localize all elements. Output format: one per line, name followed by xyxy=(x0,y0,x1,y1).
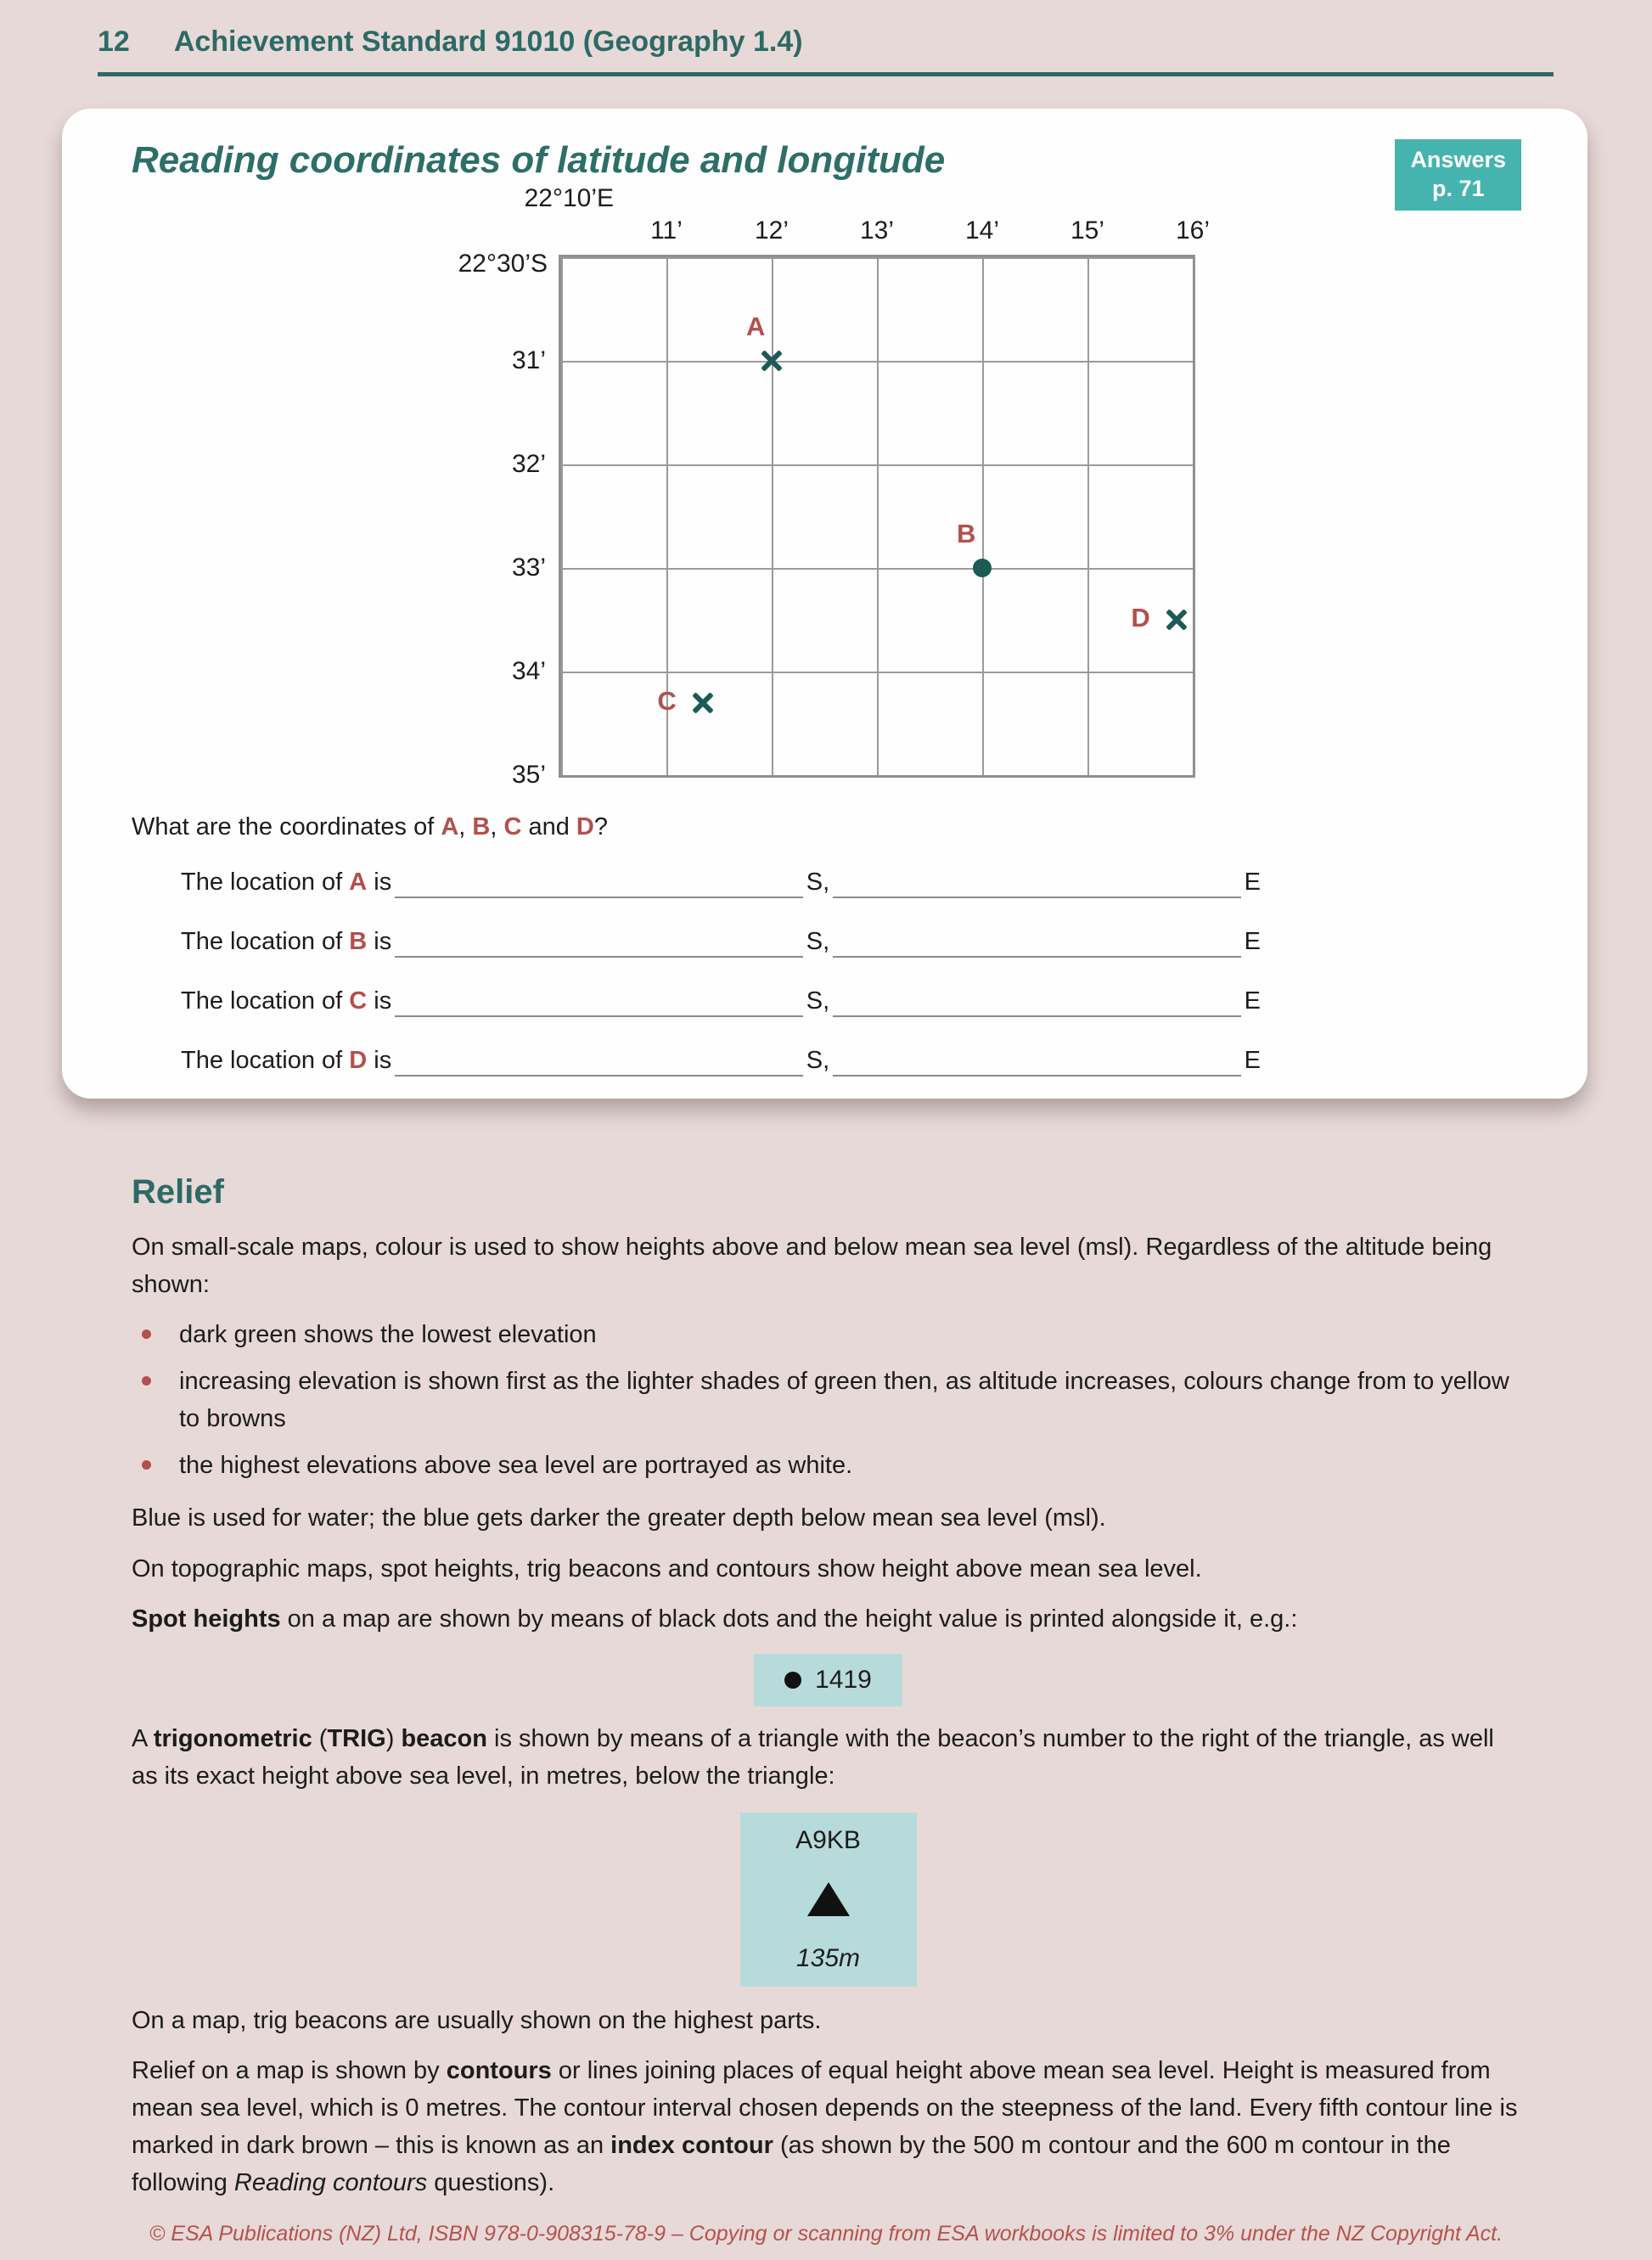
cross-marker-icon xyxy=(759,348,784,374)
relief-heading: Relief xyxy=(132,1173,224,1211)
location-row-letter: D xyxy=(349,1047,368,1074)
location-row-prefix: The location of A is xyxy=(181,869,392,896)
spot-heights-paragraph: Spot heights on a map are shown by means of black dots and the height value is printed alongside it, e.g.: xyxy=(132,1605,1298,1633)
point-label-A: A xyxy=(746,312,766,341)
answers-badge xyxy=(1395,139,1521,211)
longitude-answer-blank-D[interactable] xyxy=(833,1046,1241,1077)
east-unit-label: E xyxy=(1244,928,1261,955)
grid-latitude-origin-label: 22°30’S xyxy=(458,250,548,278)
relief-bullet-list xyxy=(132,1316,1525,1484)
beacon-example-wrap xyxy=(132,1807,1525,2002)
beacon-height: 135m xyxy=(795,1943,861,1972)
trig-beacon-example-box xyxy=(740,1813,917,1987)
location-row-B xyxy=(181,919,1261,958)
answer-rows xyxy=(181,859,1261,1097)
location-row-prefix: The location of C is xyxy=(181,987,392,1015)
south-unit-label: S, xyxy=(806,869,830,896)
grid-row-label: 34’ xyxy=(511,657,546,685)
answers-badge-line1: Answers xyxy=(1410,147,1506,172)
point-label-B: B xyxy=(957,519,976,548)
trig-highest-paragraph: On a map, trig beacons are usually shown on the highest parts. xyxy=(132,2006,822,2034)
spot-example-wrap xyxy=(132,1650,1525,1720)
grid-col-label: 16’ xyxy=(1175,216,1211,245)
relief-topographic-paragraph: On topographic maps, spot heights, trig beacons and contours show height above mean sea level. xyxy=(132,1554,1202,1583)
answers-badge-line2: p. 71 xyxy=(1431,175,1485,201)
location-row-letter: B xyxy=(349,928,368,955)
location-row-A xyxy=(181,859,1261,898)
grid-col-label: 15’ xyxy=(1070,216,1105,245)
question-text: What are the coordinates of A, B, C and D? xyxy=(132,813,609,840)
beacon-code: A9KB xyxy=(795,1825,861,1854)
activity-card xyxy=(62,109,1587,1099)
contours-paragraph: Relief on a map is shown by contours or lines joining places of equal height above mean sea level. Height is measured from mean sea level, which is 0 metres. The contour interval chosen depends on the steepness of the land. Every fifth contour line is marked in dark brown – this is known as an index contour (as shown by the 500 m contour and the 600 m contour in the following Reading contours questions). xyxy=(132,2056,1518,2197)
longitude-answer-blank-B[interactable] xyxy=(833,927,1241,958)
latitude-answer-blank-A[interactable] xyxy=(395,868,803,898)
point-label-D: D xyxy=(1131,603,1150,632)
header-divider xyxy=(98,72,1554,76)
latitude-answer-blank-C[interactable] xyxy=(395,987,803,1017)
grid-row-label: 31’ xyxy=(511,346,546,374)
south-unit-label: S, xyxy=(806,928,830,955)
coordinate-grid xyxy=(458,184,1211,789)
cross-marker-icon xyxy=(1164,607,1189,632)
latitude-answer-blank-B[interactable] xyxy=(395,927,803,958)
footer-copyright: © ESA Publications (NZ) Ltd, ISBN 978-0-908315-78-9 – Copying or scanning from ESA workbooks is limited to 3% under the NZ Copyright Act. xyxy=(149,2222,1503,2246)
longitude-answer-blank-A[interactable] xyxy=(833,868,1241,898)
grid-col-label: 14’ xyxy=(964,216,1000,245)
spot-height-dot-icon xyxy=(784,1672,801,1689)
spot-height-example-box xyxy=(754,1654,902,1706)
trig-beacon-paragraph: A trigonometric (TRIG) beacon is shown by means of a triangle with the beacon’s number to the right of the triangle, as well as its exact height above sea level, in metres, below the triangle: xyxy=(132,1724,1494,1790)
header-title: Achievement Standard 91010 (Geography 1.4) xyxy=(173,25,803,58)
grid-col-label: 13’ xyxy=(859,216,895,245)
activity-title: Reading coordinates of latitude and longitude xyxy=(132,139,946,181)
relief-intro: On small-scale maps, colour is used to show heights above and below mean sea level (msl). Regardless of the altitude being shown: xyxy=(132,1234,1492,1299)
location-row-prefix: The location of B is xyxy=(181,928,392,955)
grid-row-label: 32’ xyxy=(511,450,546,478)
relief-blue-paragraph: Blue is used for water; the blue gets darker the greater depth below mean sea level (msl). xyxy=(132,1504,1106,1532)
page-header xyxy=(0,0,1652,59)
latitude-answer-blank-D[interactable] xyxy=(395,1046,803,1077)
location-row-D xyxy=(181,1037,1261,1077)
relief-bullet-3: the highest elevations above sea level are portrayed as white. xyxy=(132,1447,1525,1484)
longitude-answer-blank-C[interactable] xyxy=(833,987,1241,1017)
relief-bullet-1: dark green shows the lowest elevation xyxy=(132,1316,1525,1353)
location-row-prefix: The location of D is xyxy=(181,1047,392,1074)
dot-marker-icon xyxy=(973,559,992,577)
grid-row-label: 35’ xyxy=(511,761,546,789)
page-number: 12 xyxy=(98,25,130,58)
location-row-C xyxy=(181,978,1261,1017)
grid-longitude-origin-label: 22°10’E xyxy=(524,184,614,212)
grid-row-label: 33’ xyxy=(511,554,546,582)
beacon-triangle-icon xyxy=(807,1882,850,1916)
location-row-letter: A xyxy=(349,869,368,896)
relief-bullet-2: increasing elevation is shown first as the lighter shades of green then, as altitude increases, colours change from to yellow to browns xyxy=(132,1363,1525,1437)
grid-col-label: 12’ xyxy=(754,216,789,245)
east-unit-label: E xyxy=(1244,869,1261,896)
east-unit-label: E xyxy=(1244,1047,1261,1074)
point-label-C: C xyxy=(657,685,677,716)
spot-height-value: 1419 xyxy=(815,1665,872,1694)
east-unit-label: E xyxy=(1244,987,1261,1015)
activity-card-header xyxy=(62,109,1587,211)
south-unit-label: S, xyxy=(806,987,830,1015)
relief-section xyxy=(132,1173,1525,2201)
grid-col-label: 11’ xyxy=(650,216,683,245)
south-unit-label: S, xyxy=(806,1047,830,1074)
location-row-letter: C xyxy=(349,987,368,1015)
cross-marker-icon xyxy=(690,690,716,716)
